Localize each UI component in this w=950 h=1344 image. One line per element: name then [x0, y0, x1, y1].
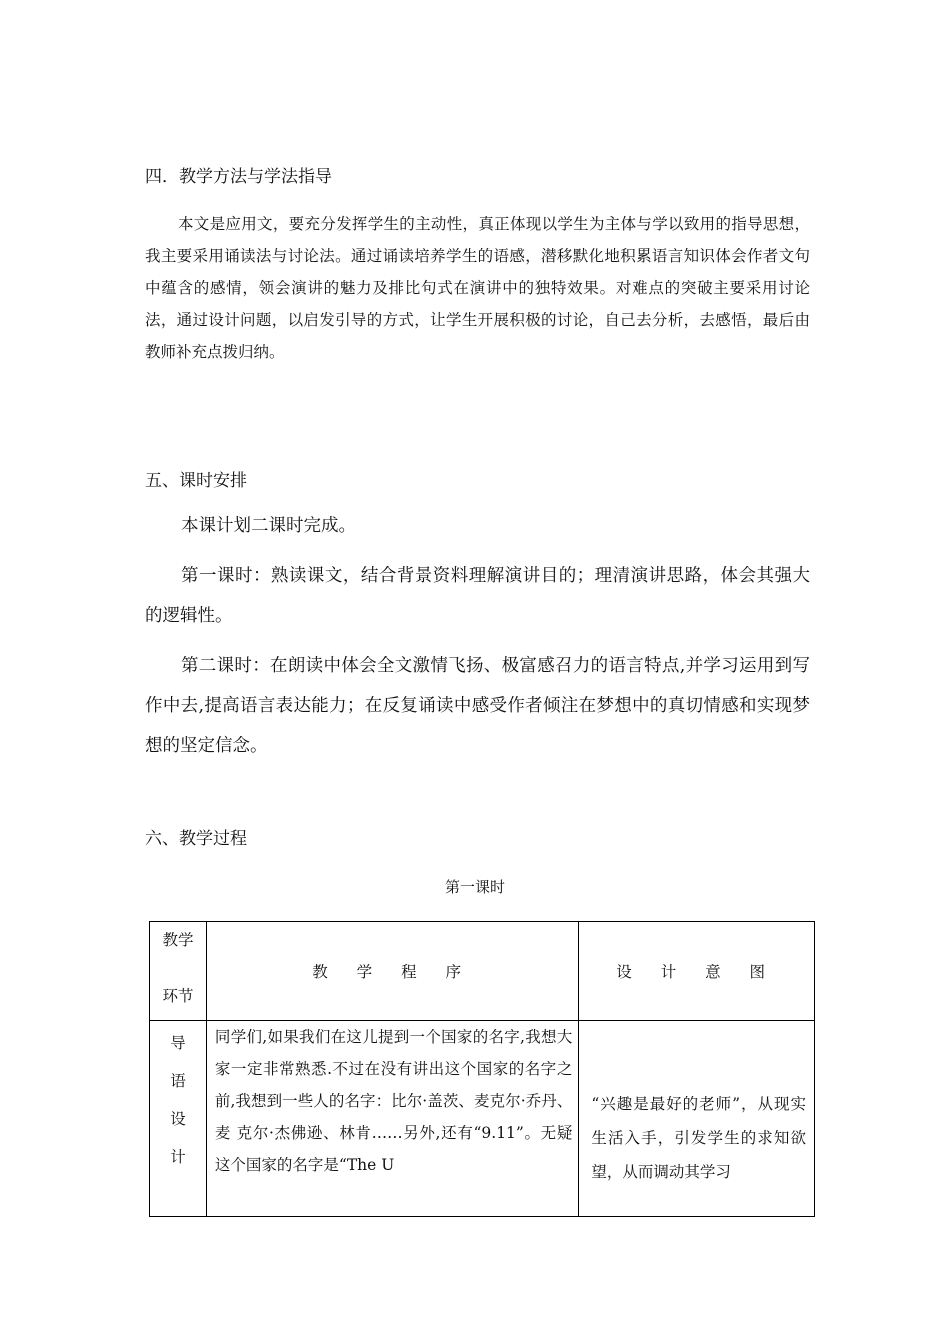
stage-header-line1: 教学	[162, 931, 194, 949]
stage-char: 语	[170, 1072, 186, 1090]
stage-cell	[150, 1021, 207, 1217]
section5-paragraph-2: 第一课时：熟读课文，结合背景资料理解演讲目的；理清演讲思路，体会其强大的逻辑性。	[145, 566, 810, 626]
procedure-text: 同学们,如果我们在这儿提到一个国家的名字,我想大家一定非常熟悉.不过在没有讲出这个国家的名字之前,我想到一些人的名字：比尔·盖茨、麦克尔·乔丹、麦 克尔·杰佛逊、林肯……另外,还有“9.11”。无疑这个国家的名字是“The U	[214, 1028, 573, 1174]
stage-header-cell	[150, 922, 207, 1021]
stage-header-line2: 环节	[162, 987, 194, 1005]
section5-paragraph-1: 本课计划二课时完成。	[181, 516, 356, 536]
lesson-title: 第一课时	[444, 878, 505, 896]
section4-paragraph: 本文是应用文，要充分发挥学生的主动性，真正体现以学生为主体与学以致用的指导思想，我主要采用诵读法与讨论法。通过诵读培养学生的语感，潜移默化地积累语言知识体会作者文句中蕴含的感情，领会演讲的魅力及排比句式在演讲中的独特效果。对难点的突破主要采用讨论法，通过设计问题，以启发引导的方式，让学生开展积极的讨论，自己去分析，去感悟，最后由教师补充点拨归纳。	[145, 215, 810, 361]
procedure-header: 教 学 程 序	[206, 922, 578, 1021]
section5-heading: 五、课时安排	[145, 471, 247, 491]
teaching-process-table	[149, 921, 815, 1217]
stage-char: 设	[170, 1110, 186, 1128]
section4-heading: 四．教学方法与学法指导	[145, 167, 332, 187]
intent-header: 设 计 意 图	[579, 922, 815, 1021]
table-header-row	[150, 922, 815, 1021]
section6-heading: 六、教学过程	[145, 829, 247, 849]
section5-paragraph-3: 第二课时：在朗读中体会全文激情飞扬、极富感召力的语言特点,并学习运用到写作中去,提高语言表达能力；在反复诵读中感受作者倾注在梦想中的真切情感和实现梦想的坚定信念。	[145, 656, 810, 756]
stage-char: 计	[170, 1148, 186, 1166]
stage-char: 导	[170, 1034, 186, 1052]
intent-text: “兴趣是最好的老师”，从现实生活入手，引发学生的求知欲望，从而调动其学习	[591, 1095, 806, 1181]
intent-cell	[579, 1021, 815, 1217]
table-row	[150, 1021, 815, 1217]
procedure-cell	[206, 1021, 578, 1217]
